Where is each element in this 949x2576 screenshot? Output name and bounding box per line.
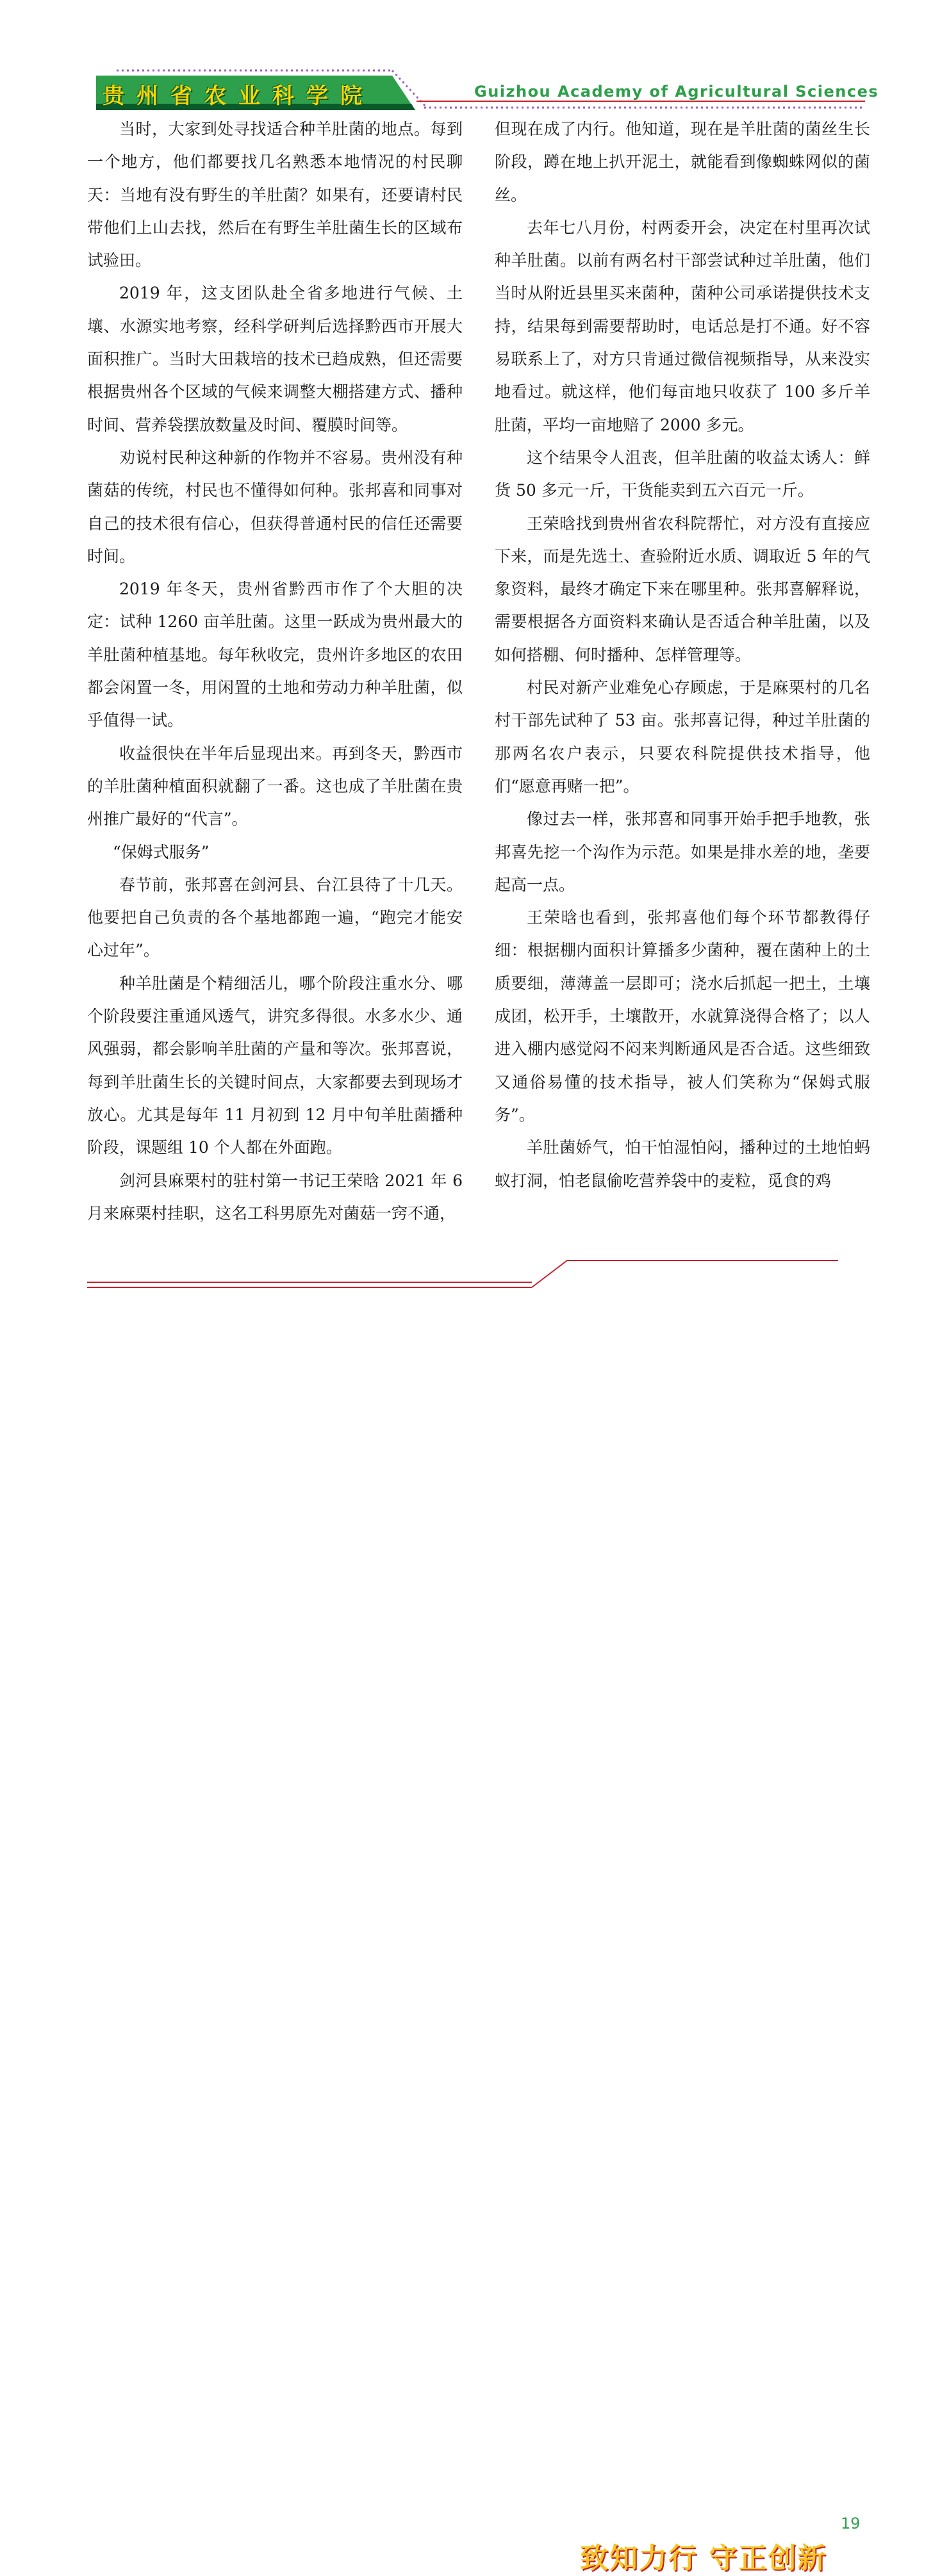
page-header	[0, 0, 949, 115]
footer-motto: 致知力行 守正创新	[580, 2542, 827, 2575]
right-column	[495, 113, 870, 1197]
paragraph: 去年七八月份，村两委开会，决定在村里再次试种羊肚菌。以前有两名村干部尝试种过羊肚菌，他们当时从附近县里买来菌种，菌种公司承诺提供技术支持，结果每到需要帮助时，电话总是打不通。好不容易联系上了，对方只肯通过微信视频指导，从来没实地看过。就这样，他们每亩地只收获了 100 多斤羊肚菌，平均一亩地赔了 2000 多元。	[495, 218, 870, 434]
paragraph: 劝说村民种这种新的作物并不容易。贵州没有种菌菇的传统，村民也不懂得如何种。张邦喜和同事对自己的技术很有信心，但获得普通村民的信任还需要时间。	[87, 448, 463, 566]
paragraph-continued: 但现在成了内行。他知道，现在是羊肚菌的菌丝生长阶段，蹲在地上扒开泥土，就能看到像蜘蛛网似的菌丝。	[495, 120, 870, 204]
paragraph: 当时，大家到处寻找适合种羊肚菌的地点。每到一个地方，他们都要找几名熟悉本地情况的村民聊天：当地有没有野生的羊肚菌？如果有，还要请村民带他们上山去找，然后在有野生羊肚菌生长的区域布试验田。	[87, 120, 463, 270]
paragraph: 剑河县麻栗村的驻村第一书记王荣晗 2021 年 6 月来麻栗村挂职，这名工科男原先对菌菇一窍不通，	[87, 1171, 463, 1223]
org-name-chinese: 贵州省农业科学院	[103, 83, 374, 109]
section-subheading: “保姆式服务”	[113, 842, 210, 861]
paragraph: 2019 年，这支团队赴全省多地进行气候、土壤、水源实地考察，经科学研判后选择黔西市开展大面积推广。当时大田栽培的技术已趋成熟，但还需要根据贵州各个区域的气候来调整大棚搭建方式、播种时间、营养袋摆放数量及时间、覆膜时间等。	[87, 284, 463, 434]
paragraph: 羊肚菌娇气，怕干怕湿怕闷，播种过的土地怕蚂蚁打洞，怕老鼠偷吃营养袋中的麦粒，觅食的鸡	[495, 1138, 870, 1190]
left-column	[87, 113, 463, 1230]
org-name-english: Guizhou Academy of Agricultural Sciences	[474, 83, 879, 101]
paragraph: 种羊肚菌是个精细活儿，哪个阶段注重水分、哪个阶段要注重通风透气，讲究多得很。水多水少、通风强弱，都会影响羊肚菌的产量和等次。张邦喜说，每到羊肚菌生长的关键时间点，大家都要去到现场才放心。尤其是每年 11 月初到 12 月中旬羊肚菌播种阶段，课题组 10 个人都在外面跑。	[87, 974, 463, 1157]
page-number: 19	[841, 2515, 861, 2532]
paragraph: 像过去一样，张邦喜和同事开始手把手地教，张邦喜先挖一个沟作为示范。如果是排水差的地，垄要起高一点。	[495, 810, 870, 894]
page-footer	[0, 1255, 949, 2575]
paragraph: 这个结果令人沮丧，但羊肚菌的收益太诱人：鲜货 50 多元一斤，干货能卖到五六百元一斤。	[495, 448, 870, 500]
paragraph: 收益很快在半年后显现出来。再到冬天，黔西市的羊肚菌种植面积就翻了一番。这也成了羊肚菌在贵州推广最好的“代言”。	[87, 744, 463, 829]
footer-decoration	[0, 1255, 949, 1342]
footer-red-slant	[532, 1260, 567, 1287]
paragraph: 春节前，张邦喜在剑河县、台江县待了十几天。他要把自己负责的各个基地都跑一遍，“跑完才能安心过年”。	[87, 875, 463, 960]
paragraph: 村民对新产业难免心存顾虑，于是麻栗村的几名村干部先试种了 53 亩。张邦喜记得，种过羊肚菌的那两名农户表示，只要农科院提供技术指导，他们“愿意再赌一把”。	[495, 678, 870, 795]
paragraph: 王荣晗也看到，张邦喜他们每个环节都教得仔细：根据棚内面积计算播多少菌种，覆在菌种上的土质要细，薄薄盖一层即可；浇水后抓起一把土，土壤成团，松开手，土壤散开，水就算浇得合格了；以人进入棚内感觉闷不闷来判断通风是否合适。这些细致又通俗易懂的技术指导，被人们笑称为“保姆式服务”。	[495, 908, 870, 1124]
paragraph: 王荣晗找到贵州省农科院帮忙，对方没有直接应下来，而是先选土、查验附近水质、调取近 5 年的气象资料，最终才确定下来在哪里种。张邦喜解释说，需要根据各方面资料来确认是否适合种羊肚菌，以及如何搭棚、何时播种、怎样管理等。	[495, 514, 870, 664]
paragraph: 2019 年冬天，贵州省黔西市作了个大胆的决定：试种 1260 亩羊肚菌。这里一跃成为贵州最大的羊肚菌种植基地。每年秋收完，贵州许多地区的农田都会闲置一冬，用闲置的土地和劳动力种羊肚菌，似乎值得一试。	[87, 580, 463, 730]
